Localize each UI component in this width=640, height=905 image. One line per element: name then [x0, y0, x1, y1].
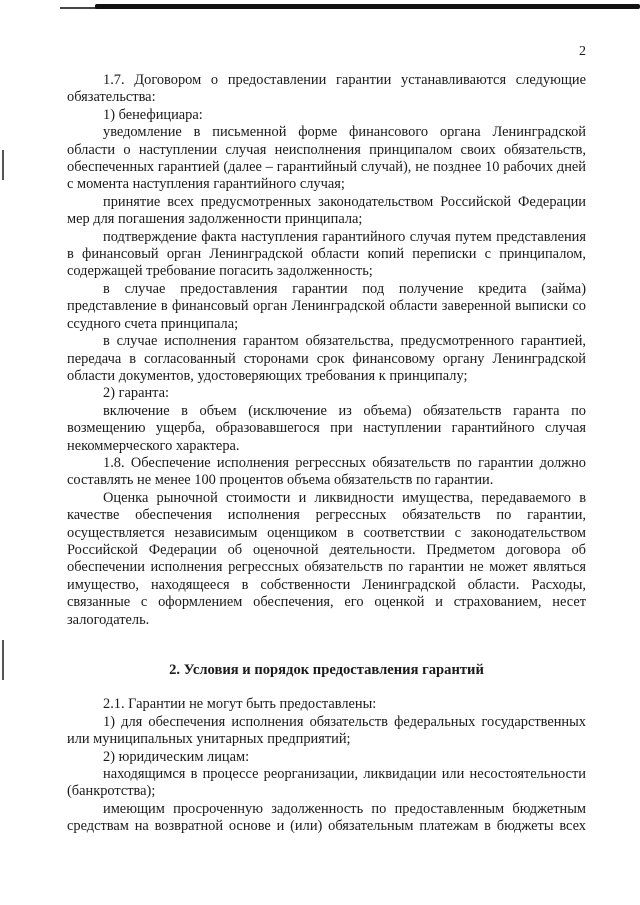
paragraph: включение в объем (исключение из объема) обязательств гаранта по возмещению ущерба, образовавшегося при наступлении гарантийного случая некоммерческого характера.	[67, 402, 586, 454]
paragraph: 2) юридическим лицам:	[103, 748, 250, 765]
paragraph: 1.7. Договором о предоставлении гарантии устанавливаются следующие обязательства:	[67, 72, 586, 106]
scan-top-border	[95, 4, 640, 9]
spacer	[67, 629, 586, 646]
paragraph: в случае предоставления гарантии под получение кредита (займа) представление в финансовый орган Ленинградской области заверенной выписки со ссудного счета принципала;	[67, 280, 586, 332]
scan-edge-mark	[60, 7, 100, 9]
document-body	[67, 72, 586, 836]
paragraph: находящимся в процессе реорганизации, ликвидации или несостоятельности (банкротства);	[67, 766, 586, 800]
obligations-block	[67, 72, 586, 629]
paragraph: принятие всех предусмотренных законодательством Российской Федерации мер для погашения задолженности принципала;	[67, 193, 586, 228]
paragraph: имеющим просроченную задолженность по предоставленным бюджетным средствам на возвратной основе и (или) обязательным платежам в бюджеты всех	[67, 800, 586, 835]
paragraph: 2.1. Гарантии не могут быть предоставлены:	[103, 696, 377, 713]
paragraph: 1) бенефициара:	[103, 106, 203, 123]
scan-left-mark	[2, 640, 4, 680]
paragraph: 2) гаранта:	[103, 385, 170, 402]
paragraph: уведомление в письменной форме финансового органа Ленинградской области о наступлении случая неисполнения принципалом своих обязательств, обеспеченных гарантией (далее – гарантийный случай), не позднее 10 рабочих дней с момента наступления гарантийного случая;	[67, 124, 586, 193]
page-number: 2	[579, 44, 586, 59]
paragraph: подтверждение факта наступления гарантийного случая путем представления в финансовый орган Ленинградской области копий переписки с принципалом, содержащей требование погасить задолженность;	[67, 228, 586, 280]
scan-left-mark	[2, 150, 4, 180]
paragraph: в случае исполнения гарантом обязательства, предусмотренного гарантией, передача в согласованный сторонами срок финансовому органу Ленинградской области документов, удостоверяющих требования к принципалу;	[67, 333, 586, 384]
paragraph: Оценка рыночной стоимости и ликвидности имущества, передаваемого в качестве обеспечения исполнения регрессных обязательств по гарантии, осуществляется независимым оценщиком в соответствии с законодательством Российской Федерации об оценочной деятельности. Предметом договора об обеспечении исполнения регрессных обязательств по гарантии не может являться имущество, находящееся в собственности Ленинградской области. Расходы, связанные с оформлением обеспечения, его оценкой и страхованием, несет залогодатель.	[67, 489, 586, 628]
section-title: 2. Условия и порядок предоставления гарантий	[169, 662, 484, 678]
paragraph: 1.8. Обеспечение исполнения регрессных обязательств по гарантии должно составлять не менее 100 процентов объема обязательств по гарантии.	[67, 454, 586, 489]
paragraph: 1) для обеспечения исполнения обязательств федеральных государственных или муниципальных унитарных предприятий;	[67, 713, 586, 748]
conditions-block	[67, 696, 586, 835]
